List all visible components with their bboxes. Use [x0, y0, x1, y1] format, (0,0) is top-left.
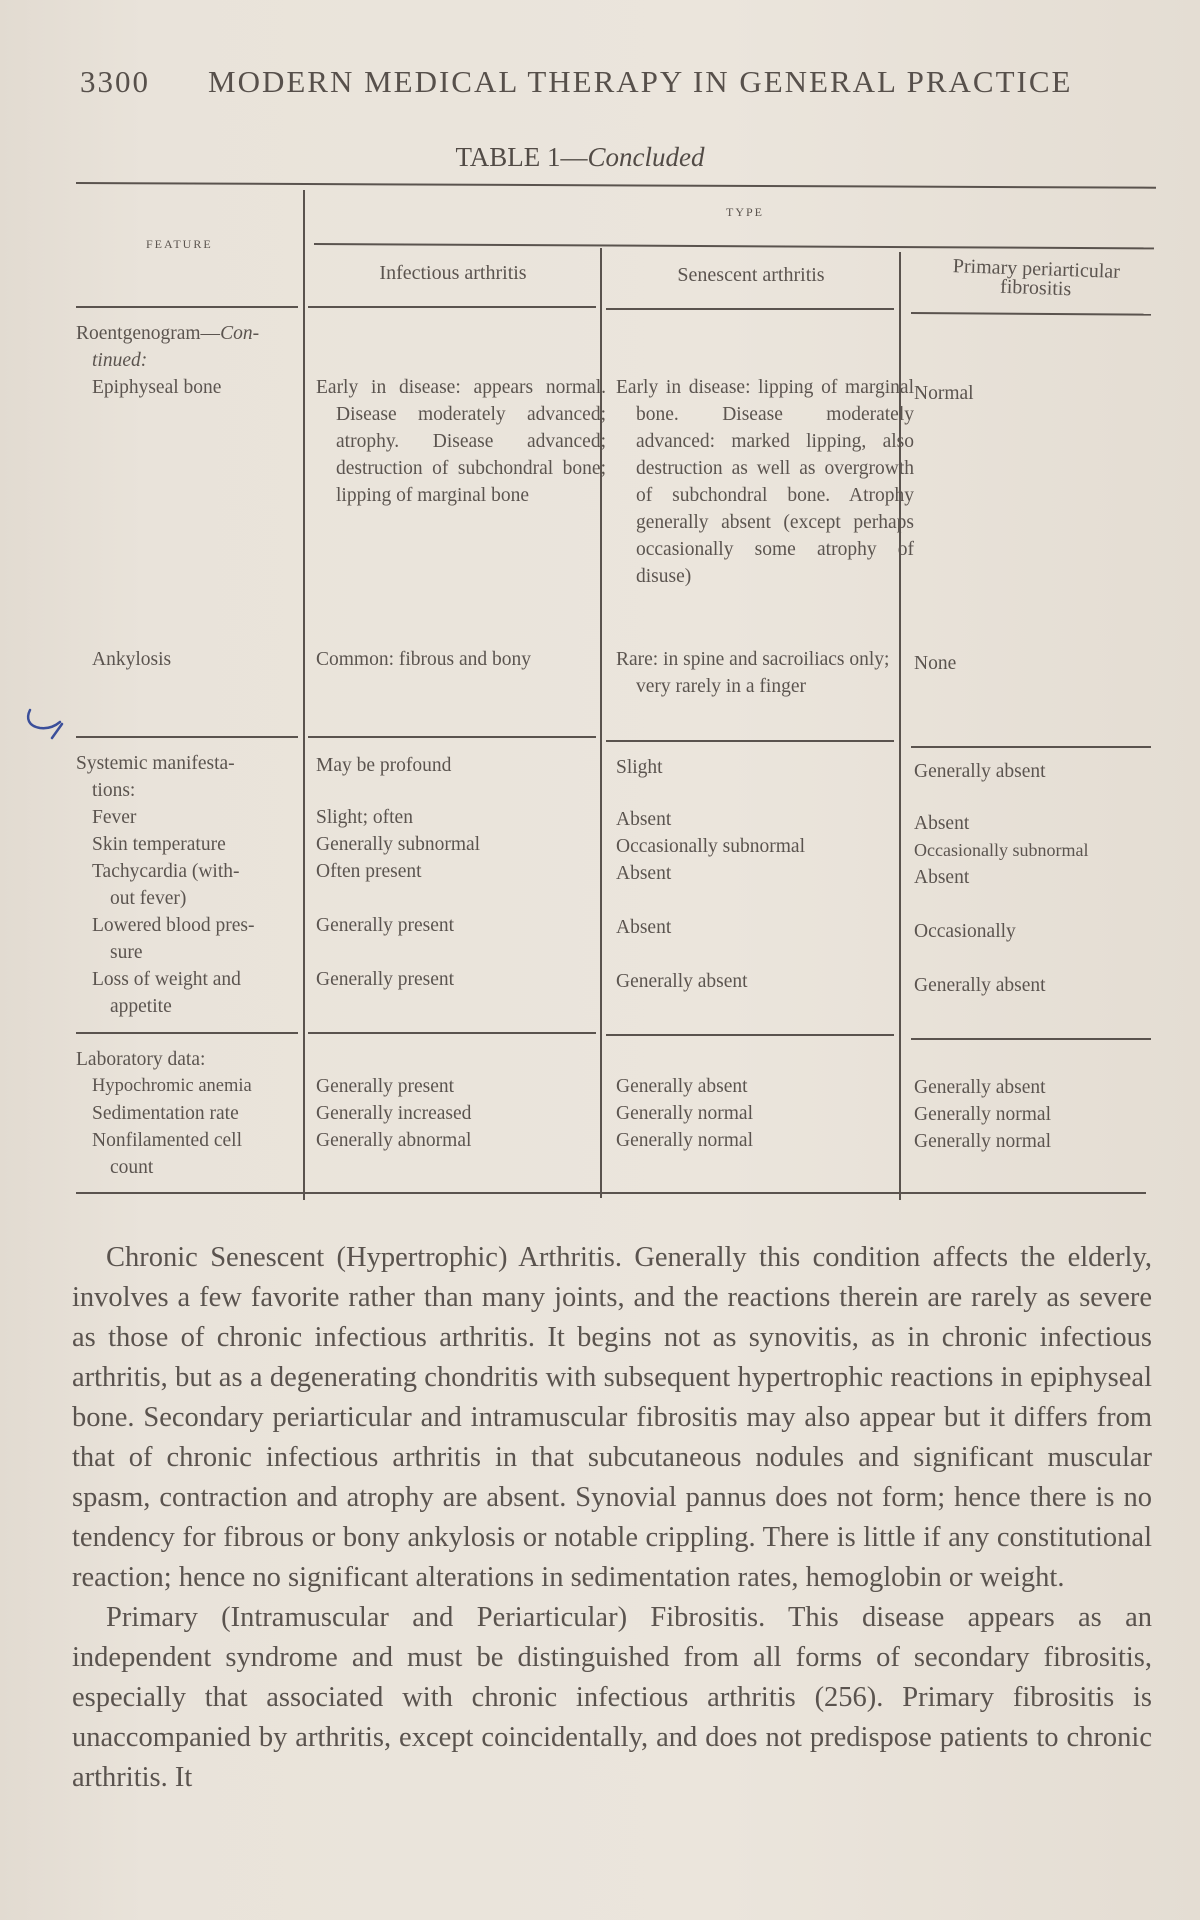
- running-header: [80, 64, 1080, 100]
- column-header-infectious: Infectious arthritis: [379, 262, 527, 284]
- roentgen-label: Roentgenogram—: [76, 323, 221, 344]
- header-rule-infectious: [308, 306, 596, 308]
- cell-systemic-primary: Generally absent: [914, 761, 1046, 782]
- feature-loss-of-weight: [76, 966, 301, 1020]
- section-rule-2-primary: [911, 1038, 1151, 1040]
- paragraph-primary-fibrositis: Primary (Intramuscular and Periarticular) Fibrositis. This disease appears as an independent syndrome and must be distinguished from all forms of secondary fibrositis, especially that associated with chronic infectious arthritis (256). Primary fibrositis is unaccompanied by arthritis, except coincidentally, and does not predispose patients to chronic arthritis. It: [72, 1602, 1152, 1793]
- section-rule-2-senescent: [606, 1034, 894, 1036]
- cell-sedimentation-senescent: Generally normal: [616, 1103, 753, 1124]
- section-rule-1-primary: [911, 746, 1151, 748]
- paragraph-senescent-arthritis: Chronic Senescent (Hypertrophic) Arthritis. Generally this condition affects the elderly, involves a few favorite rather than many joints, and the reactions therein are rarely as severe as those of chronic infectious arthritis. It begins not as synovitis, as in chronic infectious arthritis, but as a degenerating chondritis with subsequent hypertrophic reactions in epiphyseal bone. Secondary periarticular and intramuscular fibrositis may also appear but it differs from that of chronic infectious arthritis in that subcutaneous nodules and significant muscular spasm, contraction and atrophy are absent. Synovial pannus does not form; hence there is no tendency for fibrous or bony ankylosis or notable crippling. There is little if any constitutional reaction; hence no significant alterations in sedimentation rates, hemoglobin or weight.: [72, 1242, 1152, 1593]
- section-rule-2-feature: [76, 1032, 298, 1034]
- running-title: MODERN MEDICAL THERAPY IN GENERAL PRACTICE: [208, 64, 1073, 99]
- roentgen-label-italic-a: Con-: [220, 323, 260, 344]
- column-header-primary-text: Primary periarticular fibrositis: [952, 255, 1121, 301]
- type-header: TYPE: [726, 205, 764, 219]
- cell-skin-primary: Occasionally subnormal: [914, 840, 1089, 860]
- cell-sedimentation-infectious: Generally increased: [316, 1103, 472, 1124]
- feature-fever: Fever: [92, 807, 137, 828]
- header-rule-senescent: [606, 308, 894, 310]
- cell-anemia-senescent: Generally absent: [616, 1076, 748, 1097]
- feature-tachycardia: [76, 858, 301, 912]
- cell-skin-infectious: Generally subnormal: [316, 834, 481, 855]
- section-rule-1-senescent: [606, 740, 894, 742]
- cell-anemia-infectious: Generally present: [316, 1076, 455, 1097]
- cell-systemic-infectious: May be profound: [316, 755, 452, 776]
- blood-pressure-label-b: sure: [110, 942, 143, 963]
- type-underline: [314, 243, 1154, 249]
- cell-loss-weight-infectious: Generally present: [316, 969, 455, 990]
- feature-epiphyseal-bone: Epiphyseal bone: [92, 377, 222, 398]
- header-rule-primary: [911, 312, 1151, 315]
- blood-pressure-label-a: Lowered blood pres-: [92, 915, 255, 936]
- cell-ankylosis-infectious: Common: fibrous and bony: [316, 649, 532, 670]
- cell-tachycardia-senescent: Absent: [616, 863, 672, 884]
- cell-epiphyseal-senescent: Early in disease: lipping of marginal bone. Disease moderately advanced: marked lipping, also destruction as well as overgrowth of subchondral bone. Atrophy generally absent (except perhaps occasionally some atrophy of disuse): [616, 377, 914, 587]
- cell-tachycardia-infectious: Often present: [316, 861, 422, 882]
- cell-sedimentation-primary: Generally normal: [914, 1104, 1051, 1125]
- comparison-table: [76, 180, 1156, 1200]
- cell-fever-senescent: Absent: [616, 809, 672, 830]
- body-text: [72, 1238, 1152, 1798]
- cell-blood-pressure-senescent: Absent: [616, 917, 672, 938]
- feature-sedimentation-rate: Sedimentation rate: [92, 1103, 239, 1124]
- table-caption-italic: Concluded: [587, 142, 705, 172]
- loss-weight-label-b: appetite: [110, 996, 172, 1017]
- column-header-primary: [915, 256, 1156, 302]
- cell-fever-infectious: Slight; often: [316, 807, 413, 828]
- cell-tachycardia-primary: Absent: [914, 867, 970, 888]
- cell-ankylosis-senescent: Rare: in spine and sacroiliacs only; very rarely in a finger: [616, 649, 890, 697]
- section-rule-1-feature: [76, 736, 298, 738]
- tachycardia-label-b: out fever): [110, 888, 187, 909]
- section-rule-1-infectious: [308, 736, 596, 738]
- feature-hypochromic-anemia: Hypochromic anemia: [92, 1076, 252, 1096]
- feature-lowered-blood-pressure: [76, 912, 301, 966]
- loss-weight-label-a: Loss of weight and: [92, 969, 241, 990]
- tachycardia-label-a: Tachycardia (with-: [92, 861, 240, 882]
- section-rule-2-infectious: [308, 1032, 596, 1034]
- feature-skin-temperature: Skin temperature: [92, 834, 226, 855]
- column-header-senescent: Senescent arthritis: [677, 264, 825, 286]
- header-rule-feature: [76, 306, 298, 308]
- cell-nonfilamented-infectious: Generally abnormal: [316, 1130, 472, 1151]
- table-caption: [0, 142, 1160, 173]
- table-bottom-rule: [76, 1192, 1146, 1194]
- table-top-rule: [76, 182, 1156, 189]
- table-vrule-1: [303, 190, 305, 1200]
- cell-skin-senescent: Occasionally subnormal: [616, 836, 805, 857]
- section-label-laboratory: Laboratory data:: [76, 1049, 206, 1070]
- page-number: 3300: [80, 64, 150, 99]
- feature-nonfilamented-cell-count: [76, 1127, 301, 1181]
- systemic-label-a: Systemic manifesta-: [76, 753, 235, 774]
- roentgen-label-italic-b: tinued:: [92, 350, 148, 371]
- section-label-roentgenogram: [76, 320, 301, 374]
- cell-nonfilamented-primary: Generally normal: [914, 1131, 1051, 1152]
- nonfilamented-label-a: Nonfilamented cell: [92, 1130, 242, 1151]
- pen-check-mark-icon: [22, 704, 82, 744]
- table-caption-main: TABLE 1—: [455, 142, 588, 172]
- feature-ankylosis: Ankylosis: [92, 649, 172, 670]
- cell-epiphyseal-infectious: Early in disease: appears normal. Disease moderately advanced; atrophy. Disease advanced; destruction of subchondral bone; lipping of marginal bone: [316, 377, 606, 506]
- cell-fever-primary: Absent: [914, 813, 970, 834]
- section-label-systemic: [76, 750, 321, 804]
- cell-blood-pressure-infectious: Generally present: [316, 915, 455, 936]
- cell-ankylosis-primary: None: [914, 653, 957, 674]
- cell-epiphyseal-primary: Normal: [914, 383, 974, 404]
- cell-anemia-primary: Generally absent: [914, 1077, 1046, 1098]
- nonfilamented-label-b: count: [110, 1157, 154, 1178]
- cell-blood-pressure-primary: Occasionally: [914, 921, 1016, 942]
- feature-column-header: FEATURE: [146, 237, 213, 251]
- cell-systemic-senescent: Slight: [616, 757, 663, 778]
- cell-loss-weight-primary: Generally absent: [914, 975, 1046, 996]
- systemic-label-b: tions:: [92, 780, 136, 801]
- cell-loss-weight-senescent: Generally absent: [616, 971, 748, 992]
- cell-nonfilamented-senescent: Generally normal: [616, 1130, 753, 1151]
